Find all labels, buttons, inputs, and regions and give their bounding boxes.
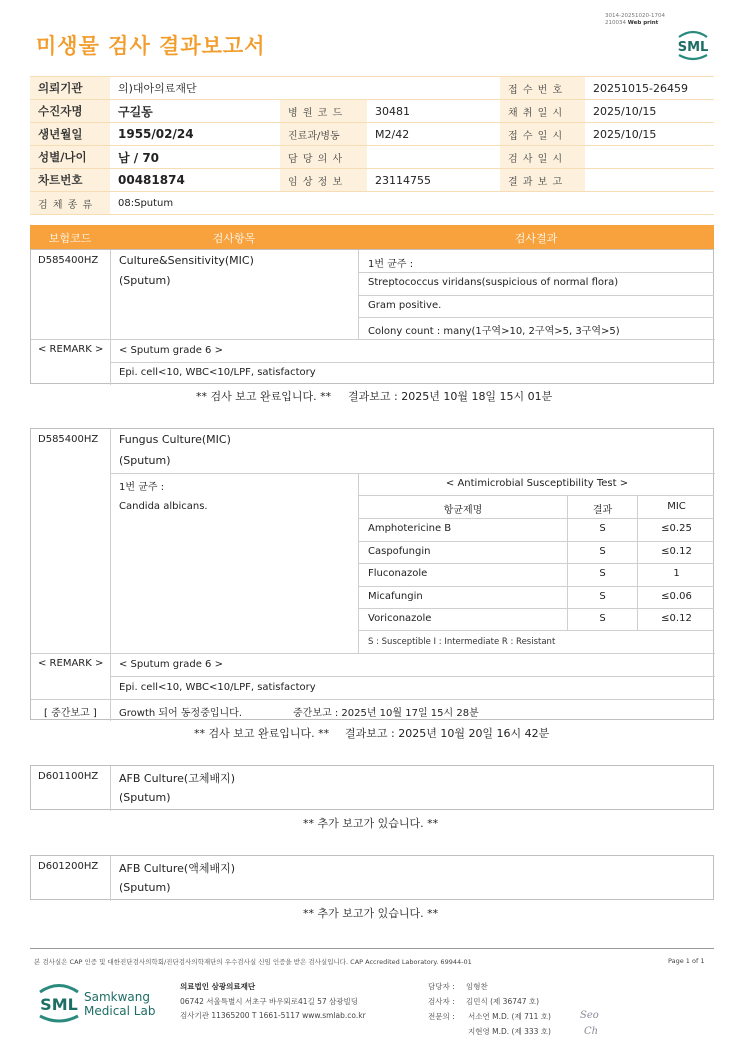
collect-date-value: 2025/10/15 bbox=[585, 100, 714, 123]
specimen-value: 08:Sputum bbox=[110, 192, 714, 215]
patient-info-table bbox=[30, 76, 714, 215]
chart-value: 00481874 bbox=[110, 169, 280, 192]
ast-header-mic: MIC bbox=[667, 501, 686, 512]
specimen-label: 검 체 종 류 bbox=[30, 192, 110, 215]
strain-name: Candida albicans. bbox=[119, 501, 208, 512]
fungus-culture-section bbox=[30, 428, 714, 720]
result-table-header bbox=[30, 225, 714, 249]
result-header: 검사결과 bbox=[514, 232, 558, 245]
ast-mic: ≤0.12 bbox=[661, 613, 692, 624]
collect-date-label: 채 취 일 시 bbox=[500, 100, 585, 123]
ast-result: S bbox=[599, 568, 606, 579]
ast-drug: Micafungin bbox=[368, 591, 423, 602]
hospital-code-label: 병 원 코 드 bbox=[280, 100, 367, 123]
org-address: 06742 서울특별시 서초구 바우뫼로41길 57 삼광빌딩 bbox=[180, 997, 359, 1006]
report-title: 미생물 검사 결과보고서 bbox=[36, 34, 266, 58]
chart-label: 차트번호 bbox=[30, 169, 110, 192]
page-number: Page 1 of 1 bbox=[668, 957, 705, 965]
manager-name: 임형찬 bbox=[466, 982, 488, 991]
remark-line: < Sputum grade 6 > bbox=[119, 659, 223, 670]
test-date-value bbox=[585, 146, 714, 169]
ast-mic: 1 bbox=[673, 568, 680, 579]
sex-age-value: 남 / 70 bbox=[110, 146, 280, 169]
result-line: Colony count : many(1구역>10, 2구역>5, 3구역>5) bbox=[368, 326, 620, 337]
ast-header-drug: 항균제명 bbox=[443, 505, 483, 516]
ast-title: < Antimicrobial Susceptibility Test > bbox=[445, 478, 629, 489]
interim-label: [ 중간보고 ] bbox=[44, 708, 97, 719]
sml-logo-icon bbox=[673, 25, 713, 65]
ast-result: S bbox=[599, 546, 606, 557]
result-line: Gram positive. bbox=[368, 300, 442, 311]
ast-result: S bbox=[599, 591, 606, 602]
test-item: AFB Culture(액체배지) bbox=[119, 862, 236, 875]
sml-footer-logo-icon bbox=[36, 978, 82, 1026]
org-name: 의료법인 삼광의료재단 bbox=[180, 982, 256, 991]
ast-mic: ≤0.06 bbox=[661, 591, 692, 602]
test-item-sub: (Sputum) bbox=[119, 791, 171, 804]
ast-result: S bbox=[599, 613, 606, 624]
svg-text:SML: SML bbox=[40, 995, 78, 1014]
code-header: 보험코드 bbox=[48, 232, 92, 245]
test-item-sub: (Sputum) bbox=[119, 454, 171, 467]
completion-time: 결과보고 : 2025년 10월 20일 16시 42분 bbox=[345, 727, 550, 740]
receipt-no-label: 접 수 번 호 bbox=[500, 77, 585, 100]
interim-time: 중간보고 : 2025년 10월 17일 15시 28분 bbox=[293, 708, 479, 719]
test-code: D585400HZ bbox=[38, 434, 99, 445]
signature: Seo bbox=[580, 1010, 599, 1021]
afb-solid-section bbox=[30, 765, 714, 810]
svg-text:SML: SML bbox=[677, 40, 709, 55]
report-label: 결 과 보 고 bbox=[500, 169, 585, 192]
completion-note: ** 검사 보고 완료입니다. ** bbox=[196, 390, 332, 403]
dob-label: 생년월일 bbox=[30, 123, 110, 146]
name-value: 구길동 bbox=[110, 100, 280, 123]
ast-drug: Amphotericine B bbox=[368, 523, 452, 534]
culture-sensitivity-section bbox=[30, 249, 714, 384]
doctor-label: 담 당 의 사 bbox=[280, 146, 367, 169]
test-item: AFB Culture(고체배지) bbox=[119, 772, 236, 785]
requester-label: 의뢰기관 bbox=[30, 77, 110, 100]
specialist-name: 지현영 M.D. (제 333 호) bbox=[468, 1027, 551, 1036]
completion-note: ** 검사 보고 완료입니다. ** bbox=[194, 727, 330, 740]
test-code: D601200HZ bbox=[38, 861, 99, 872]
clinical-value: 23114755 bbox=[367, 169, 500, 192]
remark-line: Epi. cell<10, WBC<10/LPF, satisfactory bbox=[119, 682, 316, 693]
ast-drug: Voriconazole bbox=[368, 613, 432, 624]
additional-report-note: ** 추가 보고가 있습니다. ** bbox=[303, 817, 439, 830]
item-header: 검사항목 bbox=[212, 232, 256, 245]
specialist-label: 전문의 : bbox=[428, 1012, 455, 1021]
remark-label: < REMARK > bbox=[38, 658, 104, 669]
result-line: 1번 균주 : bbox=[368, 259, 414, 270]
ast-mic: ≤0.25 bbox=[661, 523, 692, 534]
afb-liquid-section bbox=[30, 855, 714, 900]
ast-header-result: 결과 bbox=[592, 505, 613, 516]
test-date-label: 검 사 일 시 bbox=[500, 146, 585, 169]
test-item-sub: (Sputum) bbox=[119, 881, 171, 894]
completion-time: 결과보고 : 2025년 10월 18일 15시 01분 bbox=[348, 390, 553, 403]
remark-label: < REMARK > bbox=[38, 344, 104, 355]
test-code: D601100HZ bbox=[38, 771, 99, 782]
ast-result: S bbox=[599, 523, 606, 534]
hospital-code-value: 30481 bbox=[367, 100, 500, 123]
signature: Ch bbox=[584, 1026, 599, 1037]
remark-line: < Sputum grade 6 > bbox=[119, 345, 223, 356]
strain-label: 1번 균주 : bbox=[119, 482, 165, 493]
manager-label: 담당자 : bbox=[428, 982, 455, 991]
requester-value: 의)대아의료재단 bbox=[110, 77, 500, 100]
ast-drug: Caspofungin bbox=[368, 546, 431, 557]
dept-label: 진료과/병동 bbox=[280, 123, 367, 146]
receive-date-value: 2025/10/15 bbox=[585, 123, 714, 146]
ast-legend: S : Susceptible I : Intermediate R : Resistant bbox=[368, 637, 556, 647]
dept-value: M2/42 bbox=[367, 123, 500, 146]
receive-date-label: 접 수 일 시 bbox=[500, 123, 585, 146]
doctor-value bbox=[367, 146, 500, 169]
tester-name: 김민식 (제 36747 호) bbox=[466, 997, 540, 1006]
result-line: Streptococcus viridans(suspicious of normal flora) bbox=[368, 277, 619, 288]
test-code: D585400HZ bbox=[38, 255, 99, 266]
name-label: 수진자명 bbox=[30, 100, 110, 123]
ast-mic: ≤0.12 bbox=[661, 546, 692, 557]
remark-line: Epi. cell<10, WBC<10/LPF, satisfactory bbox=[119, 367, 316, 378]
ast-drug: Fluconazole bbox=[368, 568, 428, 579]
tester-label: 검사자 : bbox=[428, 997, 455, 1006]
receipt-no-value: 20251015-26459 bbox=[585, 77, 714, 100]
additional-report-note: ** 추가 보고가 있습니다. ** bbox=[303, 907, 439, 920]
sex-age-label: 성별/나이 bbox=[30, 146, 110, 169]
print-code: 3014-20251020-1704 210034 Web print bbox=[605, 13, 665, 26]
dob-value: 1955/02/24 bbox=[110, 123, 280, 146]
org-contact: 검사기관 11365200 T 1661-5117 www.smlab.co.kr bbox=[180, 1011, 366, 1020]
test-item: Culture&Sensitivity(MIC) bbox=[119, 254, 254, 267]
interim-note: Growth 되어 동정중입니다. bbox=[119, 708, 243, 719]
certification-note: 본 검사실은 CAP 인증 및 대한진단검사의학회/진단검사의학재단의 우수검사실 신임 인증을 받은 검사실입니다. CAP Accredited Laboratory. 69944-01 bbox=[34, 958, 472, 966]
footer-lab-name: Samkwang Medical Lab bbox=[84, 990, 156, 1018]
test-item: Fungus Culture(MIC) bbox=[119, 433, 231, 446]
clinical-label: 임 상 정 보 bbox=[280, 169, 367, 192]
report-value bbox=[585, 169, 714, 192]
test-item-sub: (Sputum) bbox=[119, 274, 171, 287]
specialist-name: 서소연 M.D. (제 711 호) bbox=[468, 1012, 551, 1021]
